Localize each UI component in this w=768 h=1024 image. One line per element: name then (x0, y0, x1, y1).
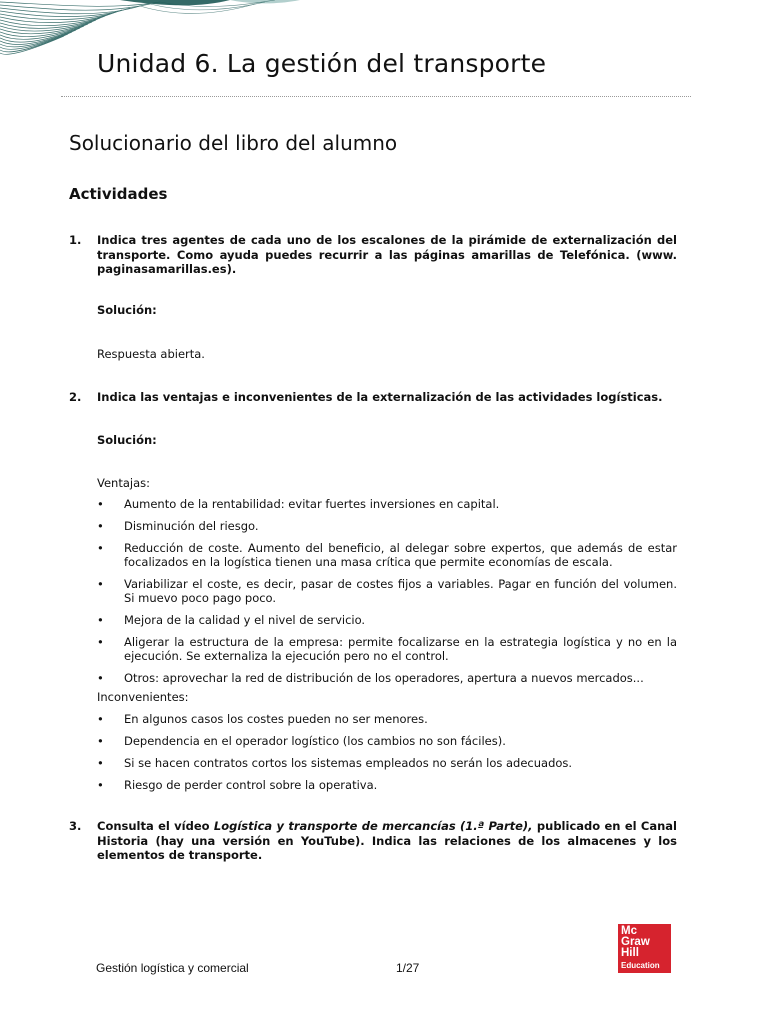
footer-book-title: Gestión logística y comercial (96, 961, 249, 975)
disadvantages-label: Inconvenientes: (97, 690, 189, 704)
publisher-logo: Mc Graw Hill Education (618, 924, 671, 973)
list-item: • Dependencia en el operador logístico (los cambios no son fáciles). (97, 734, 506, 748)
list-item: • Reducción de coste. Aumento del beneficio, al delegar sobre expertos, que además de estar focalizados en la logística tienen una masa crítica que permite economías de escala. (97, 541, 677, 569)
section-title: Solucionario del libro del alumno (69, 131, 398, 155)
question-number: 2. (69, 390, 82, 404)
solution-label: Solución: (97, 303, 157, 317)
advantages-label: Ventajas: (97, 476, 151, 490)
list-item: • Si se hacen contratos cortos los sistemas empleados no serán los adecuados. (97, 756, 573, 770)
list-item: • Riesgo de perder control sobre la operativa. (97, 778, 378, 792)
answer-text: Respuesta abierta. (97, 347, 205, 361)
disadvantages-list (97, 712, 677, 792)
list-item: • Aligerar la estructura de la empresa: permite focalizarse en la estrategia logística y no en la ejecución. Se externaliza la ejecución pero no el control. (97, 635, 677, 663)
header-divider (61, 96, 691, 97)
question-3 (69, 819, 677, 863)
video-title: Logística y transporte de mercancías (1.ª Parte), (213, 819, 533, 833)
question-number: 1. (69, 233, 82, 247)
question-text: Indica tres agentes de cada uno de los escalones de la pirámide de externalización del transporte. Como ayuda puedes recurrir a las páginas amarillas de Telefónica. (www. paginasamarillas.es). (97, 233, 677, 276)
list-item: • Variabilizar el coste, es decir, pasar de costes fijos a variables. Pagar en función del volumen. Si muevo poco pago poco. (97, 577, 677, 605)
subsection-title: Actividades (69, 185, 168, 203)
list-item: • Aumento de la rentabilidad: evitar fuertes inversiones en capital. (97, 497, 500, 511)
question-number: 3. (69, 819, 82, 833)
question-1 (69, 233, 677, 277)
question-2 (69, 390, 677, 405)
unit-title: Unidad 6. La gestión del transporte (97, 49, 547, 78)
list-item: • Disminución del riesgo. (97, 519, 259, 533)
list-item: • Otros: aprovechar la red de distribución de los operadores, apertura a nuevos mercados... (97, 671, 644, 685)
list-item: • En algunos casos los costes pueden no ser menores. (97, 712, 428, 726)
advantages-list (97, 497, 677, 685)
solution-label: Solución: (97, 433, 157, 447)
list-item: • Mejora de la calidad y el nivel de servicio. (97, 613, 366, 627)
question-text: Consulta el vídeo Logística y transporte de mercancías (1.ª Parte), publicado en el Canal Historia (hay una versión en YouTube). Indica las relaciones de los almacenes y los elementos de transporte. (97, 819, 677, 862)
question-text: Indica las ventajas e inconvenientes de la externalización de las actividades logísticas. (97, 390, 663, 404)
page-number: 1/27 (396, 961, 420, 975)
